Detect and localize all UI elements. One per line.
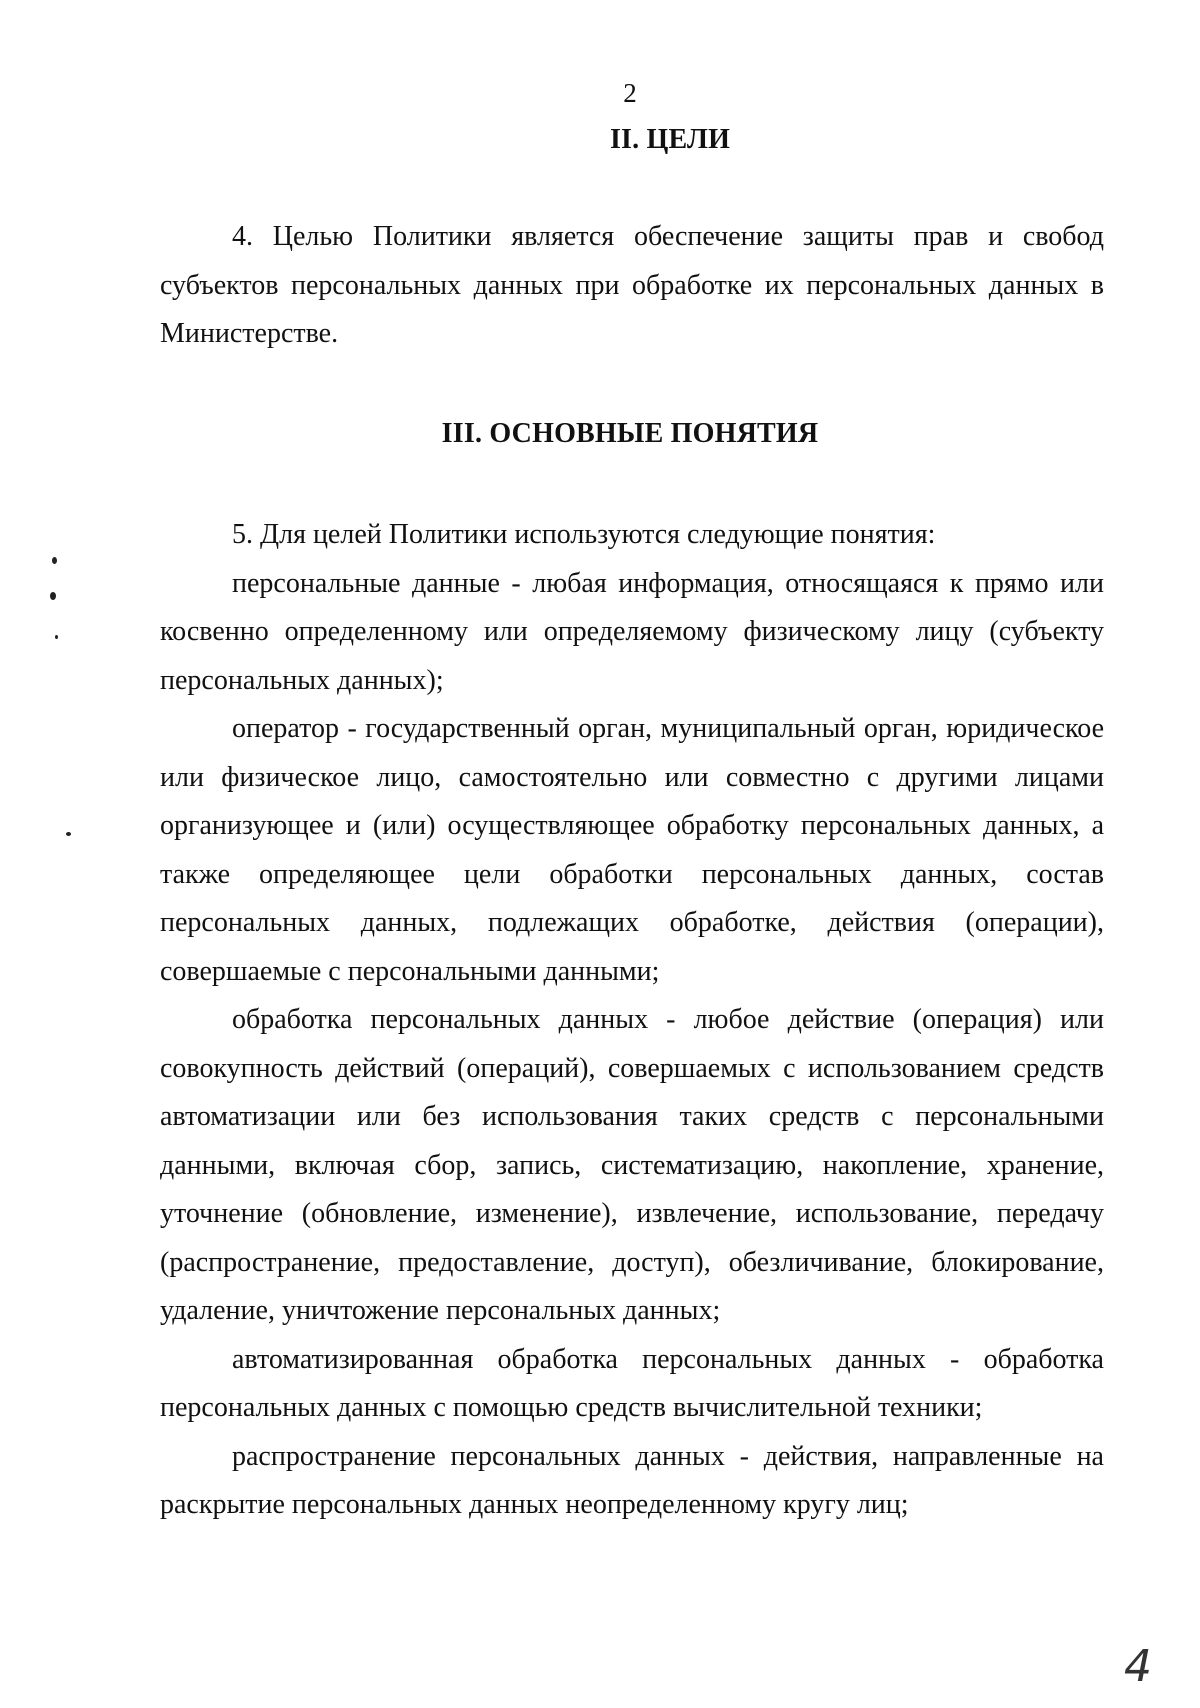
page-number: 2 [623, 78, 637, 108]
section-basic-concepts-body [160, 511, 1104, 1530]
paragraph: 5. Для целей Политики используются следующие понятия: [232, 519, 936, 550]
paragraph: персональные данные - любая информация, относящаяся к прямо или косвенно определенному или определяемому физическому лицу (субъекту персональных данных); [160, 567, 1104, 696]
scan-speck [66, 832, 71, 836]
scan-speck [55, 635, 58, 639]
handwritten-page-mark: 4 [1124, 1641, 1152, 1692]
scan-speck [52, 557, 57, 564]
paragraph: 4. Целью Политики является обеспечение защиты прав и свобод субъектов персональных данных при обработке их персональных данных в Министерстве. [160, 221, 1104, 349]
paragraph: оператор - государственный орган, муниципальный орган, юридическое или физическое лицо, самостоятельно или совместно с другими лицами организующее и (или) осуществляющее обработку персональных данных, а также определяющее цели обработки персональных данных, состав персональных данных, подлежащих обработке, действия (операции), совершаемые с персональными данными; [160, 713, 1104, 987]
section-heading-goals: II. ЦЕЛИ [609, 124, 731, 155]
paragraph: распространение персональных данных - действия, направленные на раскрытие персональных данных неопределенному кругу лиц; [160, 1440, 1104, 1520]
section-goals-body [160, 213, 1104, 359]
section-heading-basic-concepts: III. ОСНОВНЫЕ ПОНЯТИЯ [441, 418, 819, 449]
paragraph: автоматизированная обработка персональных данных - обработка персональных данных с помощью средств вычислительной техники; [160, 1343, 1104, 1423]
scan-speck [50, 592, 56, 600]
paragraph: обработка персональных данных - любое действие (операция) или совокупность действий (операций), совершаемых с использованием средств автоматизации или без использования таких средств с персональными данными, включая сбор, запись, систематизацию, накопление, хранение, уточнение (обновление, изменение), извлечение, использование, передачу (распространение, предоставление, доступ), обезличивание, блокирование, удаление, уничтожение персональных данных; [160, 1004, 1104, 1326]
